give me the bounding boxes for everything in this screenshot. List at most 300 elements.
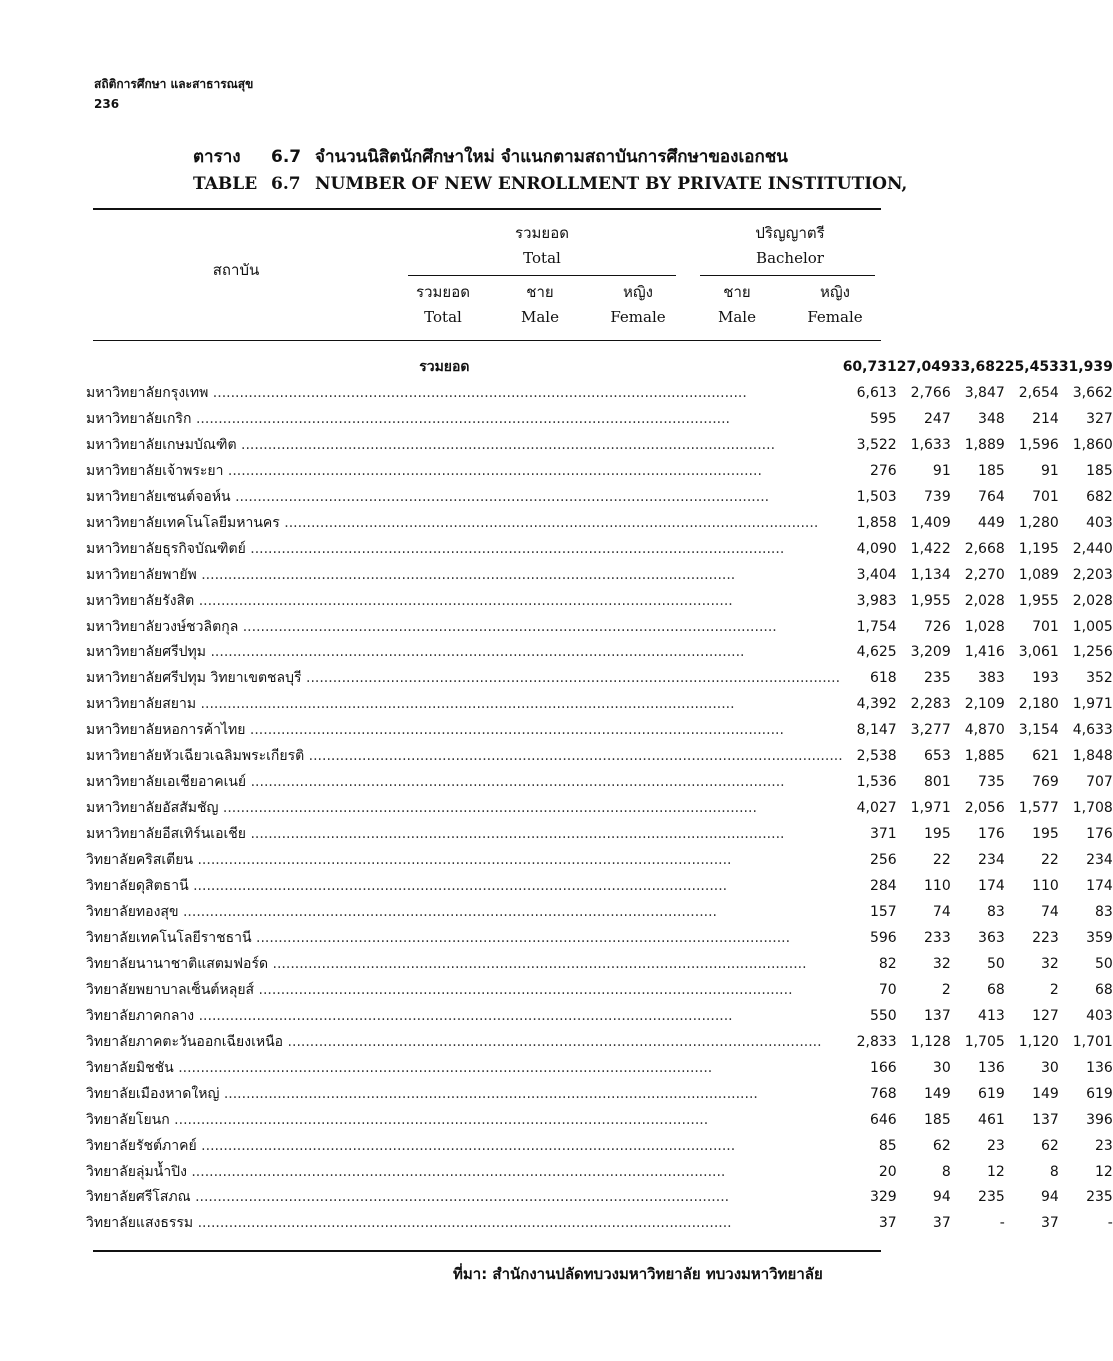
institution-name [86, 1003, 843, 1029]
cell-b-female: 176 [1086, 826, 1113, 843]
cell-b-female: 12 [1095, 1163, 1113, 1180]
institution-name-text: มหาวิทยาลัยศรีปทุม [86, 644, 207, 661]
table-row [86, 821, 1113, 847]
cell-b-male: 2,654 [1018, 384, 1059, 401]
cell-total: 166 [869, 1059, 897, 1076]
institution-name-text: วิทยาลัยแสงธรรม [86, 1215, 194, 1232]
table-row [86, 484, 1113, 510]
table-row [86, 1029, 1113, 1055]
cell-total: 60,731 [842, 358, 897, 375]
cell-female: 2,056 [964, 800, 1005, 817]
cell-male: 1,409 [910, 514, 951, 531]
running-header: สถิติการศึกษา และสาธารณสุข [94, 77, 254, 91]
leader-dots: ........................................................................................................................ [246, 774, 785, 791]
table-row [86, 614, 1113, 640]
cell-b-male: 3,154 [1018, 722, 1059, 739]
cell-female: 1,889 [964, 436, 1005, 453]
cell-b-male: 2,180 [1018, 696, 1059, 713]
cell-b-male: 149 [1032, 1085, 1059, 1102]
leader-dots: ........................................................................................................................ [208, 384, 747, 401]
subheader-female-english: Female [610, 308, 666, 326]
institution-name [86, 614, 843, 640]
institution-name [86, 847, 843, 873]
cell-b-male: 701 [1032, 618, 1059, 635]
cell-b-male: 223 [1032, 929, 1059, 946]
cell-total: 82 [878, 955, 897, 972]
cell-b-male: 22 [1040, 852, 1059, 869]
institution-name-text: วิทยาลัยเมืองหาดใหญ่ [86, 1085, 220, 1102]
cell-b-female: 619 [1086, 1085, 1113, 1102]
cell-total: 1,754 [856, 618, 897, 635]
cell-total: 4,027 [856, 800, 897, 817]
cell-male: 195 [924, 826, 951, 843]
subheader-bachelor-female-english: Female [807, 308, 863, 326]
table-row [86, 562, 1113, 588]
table-row [86, 743, 1113, 769]
institution-name-text: มหาวิทยาลัยเทคโนโลยีมหานคร [86, 514, 280, 531]
cell-female: 2,109 [964, 696, 1005, 713]
leader-dots: ........................................................................................................................ [186, 1163, 726, 1180]
subheader-bachelor-male [692, 280, 782, 330]
institution-name [86, 1055, 843, 1081]
cell-female: 619 [978, 1085, 1005, 1102]
institution-name [86, 536, 843, 562]
cell-b-female: 359 [1086, 929, 1113, 946]
leader-dots: ........................................................................................................................ [219, 1085, 758, 1102]
subheader-bachelor-female [790, 280, 880, 330]
cell-b-female: 682 [1086, 488, 1113, 505]
subheader-female-thai: หญิง [623, 283, 653, 301]
cell-male: 37 [932, 1215, 951, 1232]
table-row [86, 1107, 1113, 1133]
cell-male: 1,422 [910, 540, 951, 557]
cell-male: 739 [924, 488, 951, 505]
institution-name [86, 562, 843, 588]
cell-b-female: 2,028 [1072, 592, 1113, 609]
table-row [86, 1185, 1113, 1211]
institution-name-text: วิทยาลัยคริสเตียน [86, 852, 194, 869]
cell-total: 1,858 [856, 514, 897, 531]
cell-female: 2,270 [964, 566, 1005, 583]
institution-name [86, 717, 843, 743]
cell-total: 1,536 [856, 774, 897, 791]
cell-male: 1,633 [910, 436, 951, 453]
leader-dots: ........................................................................................................................ [190, 1189, 730, 1206]
leader-dots: ........................................................................................................................ [193, 852, 732, 869]
cell-female: 68 [986, 981, 1005, 998]
cell-female: 413 [978, 1007, 1005, 1024]
leader-dots: ........................................................................................................................ [191, 410, 730, 427]
cell-total: 2,833 [856, 1033, 897, 1050]
cell-female: 185 [978, 462, 1005, 479]
institution-column-header: สถาบัน [212, 261, 260, 279]
table-title-thai [193, 143, 788, 170]
cell-b-male: 37 [1040, 1215, 1059, 1232]
table-row [86, 691, 1113, 717]
institution-name [86, 510, 843, 536]
group-bachelor-english: Bachelor [756, 249, 824, 267]
cell-female: 735 [978, 774, 1005, 791]
cell-male: 22 [932, 852, 951, 869]
cell-total: 70 [878, 981, 897, 998]
cell-male: 110 [924, 878, 951, 895]
cell-b-female: 4,633 [1072, 722, 1113, 739]
institution-name [86, 380, 843, 406]
cell-b-female: 1,256 [1072, 644, 1113, 661]
subheader-bachelor-female-thai: หญิง [820, 283, 850, 301]
cell-b-male: 195 [1032, 826, 1059, 843]
cell-female: 23 [986, 1137, 1005, 1154]
table-row [86, 665, 1113, 691]
cell-female: 50 [986, 955, 1005, 972]
cell-male: 3,209 [910, 644, 951, 661]
cell-total: 8,147 [856, 722, 897, 739]
cell-female: 1,028 [964, 618, 1005, 635]
cell-b-male: 1,280 [1018, 514, 1059, 531]
cell-female: 363 [978, 929, 1005, 946]
cell-male: 8 [941, 1163, 951, 1180]
institution-name [86, 1029, 843, 1055]
title-label-english: TABLE [193, 174, 258, 194]
table-row [86, 1133, 1113, 1159]
cell-male: 2,283 [910, 696, 951, 713]
institution-name-text: วิทยาลัยมิชชัน [86, 1059, 174, 1076]
institution-name [86, 977, 843, 1003]
group-bachelor-underline [700, 275, 875, 276]
cell-female: 461 [978, 1111, 1005, 1128]
subheader-male-english: Male [521, 308, 559, 326]
cell-b-female: - [1107, 1215, 1113, 1232]
leader-dots: ........................................................................................................................ [238, 618, 777, 635]
enrollment-table-body [86, 354, 1113, 1236]
institution-name-text: มหาวิทยาลัยธุรกิจบัณฑิตย์ [86, 540, 246, 557]
institution-name [86, 1133, 843, 1159]
leader-dots: ........................................................................................................................ [279, 514, 819, 531]
cell-b-male: 214 [1032, 410, 1059, 427]
table-row [86, 717, 1113, 743]
cell-female: 235 [978, 1189, 1005, 1206]
cell-b-female: 1,005 [1072, 618, 1113, 635]
institution-name [86, 873, 843, 899]
leader-dots: ........................................................................................................................ [188, 878, 728, 895]
group-total-thai: รวมยอด [515, 224, 569, 242]
table-row [86, 1210, 1113, 1236]
cell-male: 149 [924, 1085, 951, 1102]
cell-b-male: 1,577 [1018, 800, 1059, 817]
cell-total: 6,613 [856, 384, 897, 401]
leader-dots: ........................................................................................................................ [193, 1215, 732, 1232]
cell-total: 618 [869, 670, 897, 687]
subheader-total [398, 280, 488, 330]
cell-b-male: 62 [1040, 1137, 1059, 1154]
cell-b-male: 30 [1040, 1059, 1059, 1076]
table-row [86, 847, 1113, 873]
cell-male: 233 [924, 929, 951, 946]
institution-name [86, 1107, 843, 1133]
institution-name-text: วิทยาลัยทองสุข [86, 903, 179, 920]
cell-total: 2,538 [856, 748, 897, 765]
cell-total: 85 [878, 1137, 897, 1154]
cell-b-female: 23 [1095, 1137, 1113, 1154]
cell-total: 550 [869, 1007, 897, 1024]
institution-name-text: มหาวิทยาลัยอัสสัมชัญ [86, 800, 219, 817]
cell-b-female: 1,860 [1072, 436, 1113, 453]
table-title-english [193, 174, 907, 194]
group-total-underline [408, 275, 676, 276]
cell-male: 62 [932, 1137, 951, 1154]
leader-dots: ........................................................................................................................ [218, 800, 757, 817]
table-row [86, 588, 1113, 614]
institution-name-text: มหาวิทยาลัยอีสเทิร์นเอเชีย [86, 826, 246, 843]
cell-b-female: 136 [1086, 1059, 1113, 1076]
group-bachelor-thai: ปริญญาตรี [755, 224, 825, 242]
table-bottom-rule [93, 1250, 881, 1252]
institution-name [86, 821, 843, 847]
institution-name [86, 432, 843, 458]
header-bottom-rule [93, 340, 881, 341]
cell-b-male: 32 [1040, 955, 1059, 972]
cell-female: 83 [986, 903, 1005, 920]
table-row [86, 406, 1113, 432]
subheader-bachelor-male-thai: ชาย [723, 283, 751, 301]
cell-total: 37 [878, 1215, 897, 1232]
cell-male: 1,134 [910, 566, 951, 583]
cell-total: 1,503 [856, 488, 897, 505]
cell-female: 136 [978, 1059, 1005, 1076]
cell-female: 2,028 [964, 592, 1005, 609]
cell-male: 3,277 [910, 722, 951, 739]
cell-male: 1,971 [910, 800, 951, 817]
table-row [86, 1055, 1113, 1081]
cell-female: - [999, 1215, 1005, 1232]
cell-total: 3,522 [856, 436, 897, 453]
table-row [86, 769, 1113, 795]
cell-male: 1,955 [910, 592, 951, 609]
cell-total: 371 [869, 826, 897, 843]
cell-male: 726 [924, 618, 951, 635]
cell-b-female: 235 [1086, 1189, 1113, 1206]
institution-name-text: วิทยาลัยลุ่มน้ำปิง [86, 1163, 187, 1180]
institution-name-text: รวมยอด [419, 358, 470, 375]
cell-female: 33,682 [950, 358, 1005, 375]
leader-dots: ........................................................................................................................ [245, 540, 785, 557]
cell-total: 4,392 [856, 696, 897, 713]
institution-name-text: วิทยาลัยรัชต์ภาคย์ [86, 1137, 197, 1154]
cell-b-male: 1,089 [1018, 566, 1059, 583]
institution-name [86, 665, 843, 691]
cell-b-female: 1,971 [1072, 696, 1113, 713]
cell-total: 4,625 [856, 644, 897, 661]
cell-b-female: 396 [1086, 1111, 1113, 1128]
cell-b-male: 701 [1032, 488, 1059, 505]
cell-male: 653 [924, 748, 951, 765]
cell-b-male: 94 [1040, 1189, 1059, 1206]
leader-dots: ........................................................................................................................ [223, 462, 762, 479]
cell-total: 284 [869, 878, 897, 895]
cell-b-male: 1,120 [1018, 1033, 1059, 1050]
group-header-bachelor [700, 221, 880, 271]
cell-b-male: 110 [1032, 878, 1059, 895]
cell-total: 595 [869, 410, 897, 427]
institution-name [86, 899, 843, 925]
cell-female: 234 [978, 852, 1005, 869]
leader-dots: ........................................................................................................................ [301, 670, 841, 687]
institution-name-text: มหาวิทยาลัยวงษ์ชวลิตกุล [86, 618, 239, 635]
table-row [86, 354, 1113, 380]
cell-b-male: 127 [1032, 1007, 1059, 1024]
institution-name-text: มหาวิทยาลัยเกริก [86, 410, 192, 427]
table-row [86, 536, 1113, 562]
table-row [86, 510, 1113, 536]
title-text-thai: จำนวนนิสิตนักศึกษาใหม่ จำแนกตามสถาบันการศึกษาของเอกชน [315, 147, 788, 167]
institution-name [86, 484, 843, 510]
leader-dots: ........................................................................................................................ [196, 1137, 736, 1154]
cell-total: 768 [869, 1085, 897, 1102]
leader-dots: ........................................................................................................................ [169, 1111, 709, 1128]
title-label-thai: ตาราง [193, 147, 241, 167]
table-row [86, 1159, 1113, 1185]
institution-name [86, 1210, 843, 1236]
source-note: ที่มา: สำนักงานปลัดทบวงมหาวิทยาลัย ทบวงมหาวิทยาลัย [453, 1265, 823, 1283]
institution-name [86, 354, 843, 380]
institution-name-text: มหาวิทยาลัยรังสิต [86, 592, 195, 609]
leader-dots: ........................................................................................................................ [206, 644, 745, 661]
cell-male: 94 [932, 1189, 951, 1206]
cell-female: 449 [978, 514, 1005, 531]
cell-b-male: 2 [1049, 981, 1059, 998]
institution-name-text: วิทยาลัยศรีโสภณ [86, 1189, 191, 1206]
institution-name-text: มหาวิทยาลัยเกษมบัณฑิต [86, 436, 237, 453]
institution-name [86, 691, 843, 717]
cell-male: 27,049 [896, 358, 951, 375]
cell-male: 74 [932, 903, 951, 920]
leader-dots: ........................................................................................................................ [283, 1033, 822, 1050]
institution-name-text: วิทยาลัยดุสิตธานี [86, 878, 189, 895]
cell-male: 2 [941, 981, 951, 998]
cell-b-male: 25,453 [1004, 358, 1059, 375]
cell-male: 1,128 [910, 1033, 951, 1050]
institution-name [86, 925, 843, 951]
institution-name-text: วิทยาลัยเทคโนโลยีราชธานี [86, 929, 252, 946]
title-number-thai: 6.7 [271, 147, 302, 167]
table-row [86, 380, 1113, 406]
leader-dots: ........................................................................................................................ [304, 748, 843, 765]
subheader-bachelor-male-english: Male [718, 308, 756, 326]
cell-female: 2,668 [964, 540, 1005, 557]
leader-dots: ........................................................................................................................ [194, 592, 733, 609]
cell-b-female: 174 [1086, 878, 1113, 895]
cell-total: 256 [869, 852, 897, 869]
cell-female: 176 [978, 826, 1005, 843]
table-top-rule [93, 208, 881, 210]
institution-name-text: มหาวิทยาลัยเอเชียอาคเนย์ [86, 774, 247, 791]
subheader-female [593, 280, 683, 330]
cell-male: 2,766 [910, 384, 951, 401]
institution-name [86, 406, 843, 432]
institution-name-text: มหาวิทยาลัยหอการค้าไทย [86, 722, 246, 739]
cell-b-male: 621 [1032, 748, 1059, 765]
leader-dots: ........................................................................................................................ [196, 696, 735, 713]
cell-b-male: 1,195 [1018, 540, 1059, 557]
cell-b-male: 91 [1040, 462, 1059, 479]
table-row [86, 1081, 1113, 1107]
cell-total: 596 [869, 929, 897, 946]
cell-b-female: 1,708 [1072, 800, 1113, 817]
cell-b-female: 403 [1086, 514, 1113, 531]
cell-b-female: 234 [1086, 852, 1113, 869]
institution-name-text: วิทยาลัยภาคกลาง [86, 1007, 195, 1024]
leader-dots: ........................................................................................................................ [268, 955, 807, 972]
subheader-male-thai: ชาย [526, 283, 554, 301]
cell-total: 3,404 [856, 566, 897, 583]
table-row [86, 795, 1113, 821]
cell-b-male: 137 [1032, 1111, 1059, 1128]
cell-total: 276 [869, 462, 897, 479]
leader-dots: ........................................................................................................................ [236, 436, 776, 453]
institution-name [86, 795, 843, 821]
cell-total: 329 [869, 1189, 897, 1206]
cell-female: 1,885 [964, 748, 1005, 765]
cell-b-female: 1,848 [1072, 748, 1113, 765]
cell-b-female: 352 [1086, 670, 1113, 687]
cell-female: 1,705 [964, 1033, 1005, 1050]
subheader-total-thai: รวมยอด [416, 283, 470, 301]
cell-b-female: 403 [1086, 1007, 1113, 1024]
institution-name-text: วิทยาลัยพยาบาลเซ็นต์หลุยส์ [86, 981, 255, 998]
table-row [86, 899, 1113, 925]
cell-b-female: 68 [1095, 981, 1113, 998]
cell-b-male: 8 [1049, 1163, 1059, 1180]
institution-name-text: วิทยาลัยโยนก [86, 1111, 170, 1128]
cell-female: 4,870 [964, 722, 1005, 739]
cell-b-male: 1,596 [1018, 436, 1059, 453]
table-row [86, 639, 1113, 665]
institution-name [86, 458, 843, 484]
table-row [86, 925, 1113, 951]
cell-b-male: 1,955 [1018, 592, 1059, 609]
cell-b-male: 769 [1032, 774, 1059, 791]
title-text-english: NUMBER OF NEW ENROLLMENT BY PRIVATE INSTITUTION, [315, 174, 908, 194]
cell-b-female: 1,701 [1072, 1033, 1113, 1050]
institution-name-text: วิทยาลัยนานาชาติแสตมฟอร์ด [86, 955, 269, 972]
group-total-english: Total [523, 249, 561, 267]
cell-total: 157 [869, 903, 897, 920]
cell-male: 235 [924, 670, 951, 687]
cell-total: 4,090 [856, 540, 897, 557]
cell-b-female: 50 [1095, 955, 1113, 972]
institution-name-text: มหาวิทยาลัยเซนต์จอห์น [86, 488, 231, 505]
subheader-male [495, 280, 585, 330]
cell-female: 383 [978, 670, 1005, 687]
institution-name-text: มหาวิทยาลัยหัวเฉียวเฉลิมพระเกียรติ [86, 748, 305, 765]
table-row [86, 977, 1113, 1003]
title-number-english: 6.7 [271, 174, 301, 194]
cell-total: 646 [869, 1111, 897, 1128]
leader-dots: ........................................................................................................................ [251, 929, 791, 946]
institution-name-text: วิทยาลัยภาคตะวันออกเฉียงเหนือ [86, 1033, 284, 1050]
cell-b-male: 3,061 [1018, 644, 1059, 661]
cell-total: 20 [878, 1163, 897, 1180]
cell-b-male: 74 [1040, 903, 1059, 920]
cell-b-female: 31,939 [1058, 358, 1113, 375]
table-row [86, 1003, 1113, 1029]
leader-dots: ........................................................................................................................ [230, 488, 770, 505]
cell-b-female: 707 [1086, 774, 1113, 791]
leader-dots: ........................................................................................................................ [196, 566, 736, 583]
enrollment-table [86, 354, 1113, 1236]
cell-b-male: 193 [1032, 670, 1059, 687]
cell-male: 91 [932, 462, 951, 479]
